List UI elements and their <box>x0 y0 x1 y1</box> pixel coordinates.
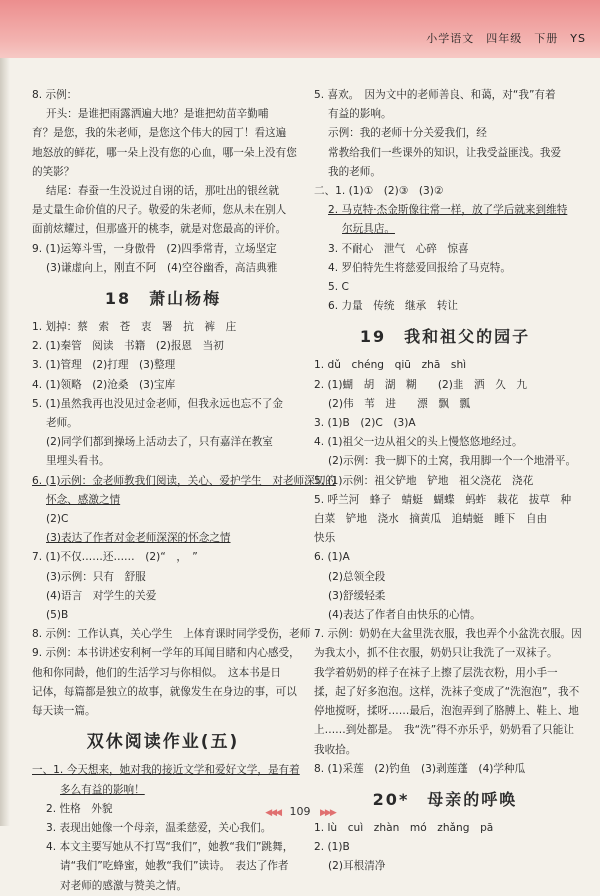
answer-line: 常教给我们一些课外的知识，让我受益匪浅。我爱 <box>328 146 562 159</box>
answer-line: 育？是您，我的朱老师，是您这个伟大的园丁！看这遍 <box>32 127 287 140</box>
answer-line: 示例：我的老师十分关爱我们，经 <box>328 127 487 140</box>
answer-line: 面前炫耀过，但那盛开的桃李，就是对您最高的评价。 <box>32 223 287 236</box>
answer-line: 停地搅呀，揉呀……最后，泡泡弄到了胳膊上、鞋上、地 <box>314 705 579 718</box>
answer-line: 我收拾。 <box>314 743 357 756</box>
answer-line: 6. 力量 传统 继承 转让 <box>328 300 459 313</box>
book-title: 小学语文 四年级 下册 YS <box>426 32 586 45</box>
answer-line: 5. (1)示例：祖父铲地 铲地 祖父浇花 浇花 <box>314 474 534 487</box>
answer-line: 白菜 铲地 浇水 摘黄瓜 追蜻蜓 睡下 自由 <box>314 513 548 526</box>
answer-line: 5. C <box>328 281 349 294</box>
answer-line: 4. 本文主要写她从不打骂“我们”，她教“我们”跳舞， <box>46 841 294 854</box>
answer-line: (3)表达了作者对金老师深深的怀念之情 <box>46 532 231 545</box>
answer-line: 二、1. (1)① (2)③ (3)② <box>314 185 444 198</box>
answer-line: 4. (1)祖父一边从祖父的头上慢悠悠地经过。 <box>314 436 523 449</box>
answer-line: 2. (1)蝴 胡 湖 糊 (2)韭 洒 久 九 <box>314 378 527 391</box>
section-heading: 20* 母亲的呼唤 <box>372 789 518 809</box>
answer-line: 8. (1)采莲 (2)钓鱼 (3)剥莲蓬 (4)学种瓜 <box>314 762 526 775</box>
answer-line: 记体，每篇都是独立的故事，就像发生在身边的事，可以 <box>32 685 297 698</box>
answer-line: 他和你同龄，他们的生活学习与你相似。 这本书是日 <box>32 666 281 679</box>
answer-line: 8. 示例：工作认真，关心学生 上体育课时同学受伤，老师 <box>32 628 311 641</box>
answer-line: (2)伟 苇 进 漂 飘 瓢 <box>328 397 471 410</box>
answer-line: 9. 示例：本书讲述安利柯一学年的耳闻目睹和内心感受， <box>32 647 300 660</box>
next-page-icon: ▶▶▶ <box>320 808 335 818</box>
section-heading: 19 我和祖父的园子 <box>359 327 531 347</box>
answer-line: 老师。 <box>46 417 78 430</box>
answer-line: (2)示例：我一脚下的土窝，我用脚一个一个地滑平。 <box>328 455 577 468</box>
answer-line: 2. 性格 外貌 <box>46 802 113 815</box>
answer-line: 4. (1)领略 (2)沧桑 (3)宝库 <box>32 378 176 391</box>
answer-line: 一、1. 今天想来，她对我的接近文学和爱好文学，是有着 <box>32 764 300 777</box>
page-number: 109 <box>289 805 311 818</box>
answer-line: 6. (1)A <box>314 551 350 564</box>
answer-line: 1. lù cuì zhàn mó zhǎng pā <box>314 821 494 834</box>
answer-line: (4)表达了作者自由快乐的心情。 <box>328 609 481 622</box>
answer-line: (2)同学们都到操场上活动去了，只有嘉洋在教室 <box>46 436 273 449</box>
answer-line: 我的老师。 <box>328 165 381 178</box>
answer-line: 4. 罗伯特先生将慈爱回报给了马克特。 <box>328 261 511 274</box>
answer-line: 3. (1)管理 (2)打理 (3)整理 <box>32 359 176 372</box>
answer-line: 2. (1)B <box>314 841 350 854</box>
answer-line: 2. (1)秦管 阅读 书籍 (2)报恩 当初 <box>32 340 224 353</box>
answer-line: 揉，起了好多泡泡。这样，洗袜子变成了“洗泡泡”，我不 <box>314 685 580 698</box>
answer-line: 5. 喜欢。 因为文中的老师善良、和蔼，对“我”有着 <box>314 89 556 101</box>
answer-line: 1. 划掉：蔡 索 苍 衷 署 抗 裤 庄 <box>32 321 237 334</box>
answer-line: (3)谦虚向上，刚直不阿 (4)空谷幽香，高洁典雅 <box>46 261 278 274</box>
answer-line: 8. 示例： <box>32 89 78 101</box>
answer-line: 怀念、感激之情 <box>46 493 121 506</box>
answer-line: 地怒放的鲜花，哪一朵上没有您的心血，哪一朵上没有您 <box>32 146 297 159</box>
answer-line: 我学着奶奶的样子在袜子上擦了层洗衣粉，用小手一 <box>314 666 558 679</box>
header-bar <box>0 0 600 58</box>
answer-line: 6. (1)示例：金老师教我们阅读，关心、爱护学生 对老师深切的 <box>32 474 336 487</box>
answer-line: (3)示例：只有 舒服 <box>46 570 146 583</box>
answer-line: 尔玩具店。 <box>342 223 395 236</box>
answer-line: 里埋头看书。 <box>46 455 110 468</box>
answer-line: 对老师的感激与赞美之情。 <box>60 879 188 892</box>
answer-line: (4)语言 对学生的关爱 <box>46 589 157 602</box>
answer-line: 为我太小，抓不住衣服，奶奶只让我洗了一双袜子。 <box>314 647 558 660</box>
answer-line: (2)C <box>46 513 69 526</box>
answer-line: 上……到处都是。 我“洗”得不亦乐乎，奶奶看了只能让 <box>314 724 574 737</box>
answer-line: 3. 表现出她像一个母亲，温柔慈爱，关心我们。 <box>46 821 272 834</box>
prev-page-icon: ◀◀◀ <box>265 808 280 818</box>
answer-line: (3)舒缓轻柔 <box>328 589 386 602</box>
answer-line: 开头：是谁把雨露洒遍大地？是谁把幼苗辛勤哺 <box>46 108 269 121</box>
answer-line: (2)总领全段 <box>328 570 386 583</box>
answer-line: 5. (1)虽然我再也没见过金老师，但我永远也忘不了金 <box>32 397 283 410</box>
answer-line: 7. 示例：奶奶在大盆里洗衣服，我也弄个小盆洗衣服。因 <box>314 628 582 641</box>
answer-line: 多么有益的影响！ <box>60 783 145 796</box>
answer-line: 1. dǔ chéng qiū zhā shì <box>314 359 467 372</box>
answer-line: 快乐 <box>314 532 336 545</box>
answer-line: 5. 呼兰河 蜂子 蜻蜓 蝴蝶 蚂蚱 栽花 拔草 种 <box>314 493 572 506</box>
answer-line: 9. (1)运筹斗雪，一身傲骨 (2)四季常青，立场坚定 <box>32 242 277 255</box>
answer-line: 7. (1)不仅……还…… (2)“ ， ” <box>32 551 198 564</box>
answer-line: (2)耳根清净 <box>328 860 386 873</box>
page-footer <box>0 805 600 818</box>
answer-line: 2. 马克特·杰金斯像往常一样，放了学后就来到维特 <box>328 204 568 217</box>
answer-line: 3. (1)B (2)C (3)A <box>314 417 416 430</box>
answer-line: 每天读一篇。 <box>32 705 96 718</box>
answer-line: 有益的影响。 <box>328 108 392 121</box>
answer-line: 是丈量生命价值的尺子。敬爱的朱老师，您从未在别人 <box>32 204 287 217</box>
section-heading: 18 萧山杨梅 <box>104 289 222 309</box>
answer-line: 结尾：春蚕一生没说过自诩的话，那吐出的银丝就 <box>46 185 280 198</box>
section-heading: 双休阅读作业(五) <box>86 732 240 753</box>
answer-line: (5)B <box>46 609 69 622</box>
answer-line: 3. 不耐心 泄气 心碎 惊喜 <box>328 242 469 255</box>
answer-line: 的笑影？ <box>32 165 75 178</box>
page-spine-shadow <box>0 58 10 826</box>
right-column <box>314 86 582 877</box>
answer-line: 请“我们”吃蜂蜜，她教“我们”读诗。 表达了作者 <box>60 860 289 873</box>
